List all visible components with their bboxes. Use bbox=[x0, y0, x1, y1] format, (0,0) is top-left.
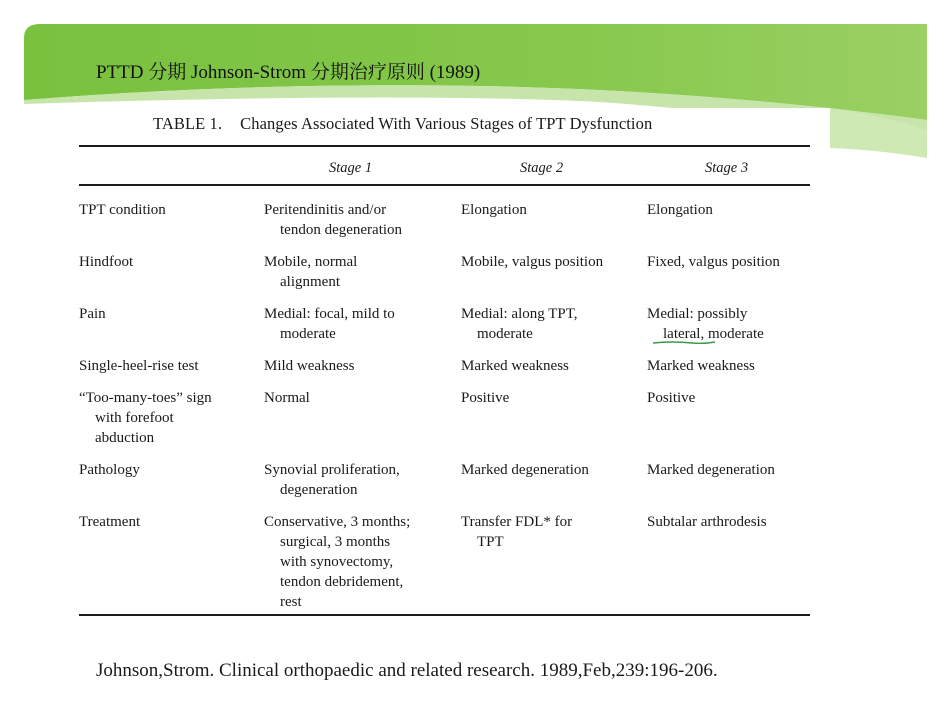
cell-line: Pathology bbox=[79, 462, 140, 478]
row-label bbox=[79, 304, 106, 324]
cell-line: Mobile, valgus position bbox=[461, 254, 604, 270]
table-cell-stage-2 bbox=[461, 304, 578, 344]
row-label bbox=[79, 460, 140, 480]
cell-line: moderate bbox=[477, 326, 533, 342]
cell-line: Medial: along TPT, bbox=[461, 306, 578, 322]
table-cell-stage-3 bbox=[647, 388, 695, 408]
table-cell-stage-2 bbox=[461, 512, 572, 552]
cell-line: Subtalar arthrodesis bbox=[647, 514, 767, 530]
table-top-rule bbox=[79, 145, 810, 147]
table-cell-stage-2 bbox=[461, 388, 509, 408]
cell-line: Elongation bbox=[461, 202, 527, 218]
cell-line: rest bbox=[280, 594, 302, 610]
table-cell-stage-1 bbox=[264, 200, 402, 240]
cell-line: Transfer FDL* for bbox=[461, 514, 573, 530]
table-caption bbox=[153, 114, 652, 134]
cell-line: Hindfoot bbox=[79, 254, 134, 270]
table-cell-stage-2 bbox=[461, 252, 603, 272]
cell-line: Marked weakness bbox=[461, 358, 569, 374]
cell-line: Elongation bbox=[647, 202, 713, 218]
table-cell-stage-3 bbox=[647, 252, 780, 272]
cell-line: degeneration bbox=[280, 482, 358, 498]
cell-line: lateral, moderate bbox=[663, 326, 764, 342]
row-label bbox=[79, 388, 212, 448]
cell-line: Mild weakness bbox=[264, 358, 355, 374]
table-cell-stage-2 bbox=[461, 356, 569, 376]
cell-line: abduction bbox=[95, 430, 155, 446]
cell-line: tendon debridement, bbox=[280, 574, 404, 590]
row-label bbox=[79, 200, 166, 220]
table-cell-stage-1 bbox=[264, 304, 395, 344]
table-cell-stage-3 bbox=[647, 200, 713, 220]
cell-line: Treatment bbox=[79, 514, 141, 530]
table-cell-stage-1 bbox=[264, 252, 357, 292]
cell-line: tendon degeneration bbox=[280, 222, 403, 238]
column-header-stage-2: Stage 2 bbox=[520, 160, 564, 176]
scanned-table bbox=[60, 108, 830, 628]
table-cell-stage-1 bbox=[264, 388, 310, 408]
table-header-rule bbox=[79, 184, 810, 186]
table-cell-stage-3 bbox=[647, 512, 767, 532]
cell-line: Positive bbox=[461, 390, 510, 406]
table-number: TABLE 1. bbox=[153, 114, 223, 133]
slide-title: PTTD 分期 Johnson-Strom 分期治疗原则 (1989) bbox=[96, 62, 481, 83]
table-cell-stage-2 bbox=[461, 460, 589, 480]
cell-line: Conservative, 3 months; bbox=[264, 514, 411, 530]
table-caption-text: Changes Associated With Various Stages of TPT Dysfunction bbox=[240, 114, 653, 133]
cell-line: Marked degeneration bbox=[647, 462, 775, 478]
cell-line: surgical, 3 months bbox=[280, 534, 391, 550]
cell-line: with forefoot bbox=[95, 410, 174, 426]
cell-line: Marked weakness bbox=[647, 358, 755, 374]
cell-line: Fixed, valgus position bbox=[647, 254, 780, 270]
cell-line: Medial: focal, mild to bbox=[264, 306, 395, 322]
cell-line: moderate bbox=[280, 326, 336, 342]
cell-line: Single-heel-rise test bbox=[79, 358, 199, 374]
cell-line: Peritendinitis and/or bbox=[264, 202, 387, 218]
column-header-stage-3: Stage 3 bbox=[705, 160, 749, 176]
row-label bbox=[79, 356, 199, 376]
table-cell-stage-1 bbox=[264, 356, 354, 376]
cell-line: Mobile, normal bbox=[264, 254, 358, 270]
cell-line: Positive bbox=[647, 390, 696, 406]
table-bottom-rule bbox=[79, 614, 810, 616]
table-cell-stage-3 bbox=[647, 356, 755, 376]
table-cell-stage-2 bbox=[461, 200, 527, 220]
cell-line: “Too-many-toes” sign bbox=[79, 390, 212, 406]
cell-line: alignment bbox=[280, 274, 340, 290]
table-cell-stage-3 bbox=[647, 460, 775, 480]
cell-line: Marked degeneration bbox=[461, 462, 589, 478]
cell-line: with synovectomy, bbox=[280, 554, 394, 570]
cell-line: Synovial proliferation, bbox=[264, 462, 400, 478]
cell-line: Pain bbox=[79, 306, 106, 322]
cell-line: TPT bbox=[477, 534, 504, 550]
row-label bbox=[79, 512, 140, 532]
column-header-stage-1: Stage 1 bbox=[329, 160, 373, 176]
table-cell-stage-1 bbox=[264, 460, 400, 500]
citation: Johnson,Strom. Clinical orthopaedic and related research. 1989,Feb,239:196-206. bbox=[96, 660, 718, 681]
table-cell-stage-3 bbox=[647, 304, 764, 344]
table-cell-stage-1 bbox=[264, 512, 410, 612]
cell-line: TPT condition bbox=[79, 202, 166, 218]
cell-line: Normal bbox=[264, 390, 310, 406]
row-label bbox=[79, 252, 133, 272]
cell-line: Medial: possibly bbox=[647, 306, 748, 322]
handwritten-underline bbox=[652, 340, 716, 346]
